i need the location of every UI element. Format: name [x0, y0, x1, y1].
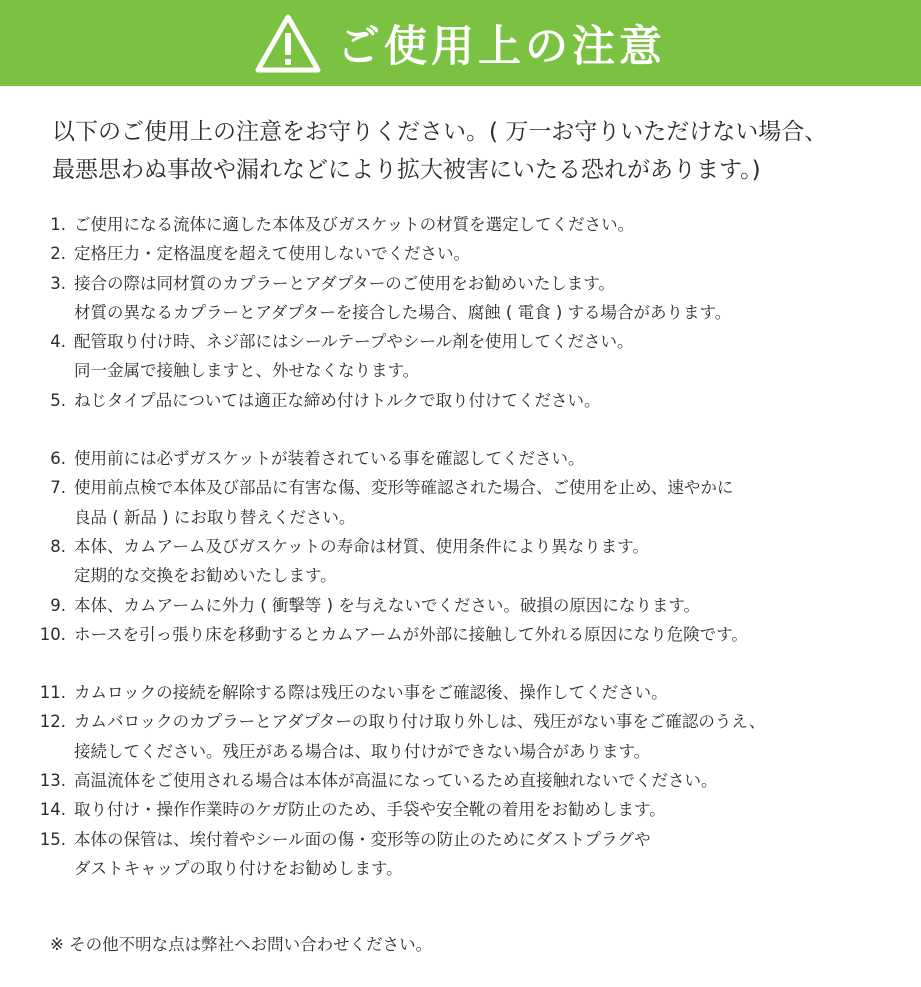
list-item: [34, 854, 914, 883]
list-item-number: 5.: [50, 390, 66, 410]
list-item: [34, 269, 914, 298]
list-item-text: 定期的な交換をお勧めいたします。: [74, 566, 337, 586]
list-item: [34, 707, 914, 736]
list-item: [34, 356, 914, 385]
list-item: [34, 825, 914, 854]
list-item-number: 9.: [50, 595, 66, 615]
header-banner: [0, 0, 921, 86]
footer-note: ※ その他不明な点は弊社へお問い合わせください。: [50, 935, 433, 954]
caution-list: [34, 210, 914, 883]
list-item-number: 6.: [50, 449, 66, 469]
warning-triangle-icon: [255, 13, 321, 73]
list-item: [34, 298, 914, 327]
list-item-number: 3.: [50, 273, 66, 293]
intro-line-2: 最悪思わぬ事故や漏れなどにより拡大被害にいたる恐れがあります。): [52, 157, 761, 183]
list-item: [34, 591, 914, 620]
page-title: ご使用上の注意: [337, 21, 666, 72]
list-spacer: [34, 415, 914, 444]
list-item-text: 接合の際は同材質のカプラーとアダプターのご使用をお勧めいたします。: [74, 273, 615, 293]
list-item-text: 本体の保管は、埃付着やシール面の傷・変形等の防止のためにダストプラグや: [74, 829, 651, 849]
list-item-number: 4.: [50, 332, 66, 352]
list-item-number: 15.: [39, 829, 66, 849]
list-item-text: 配管取り付け時、ネジ部にはシールテープやシール剤を使用してください。: [74, 332, 634, 352]
list-item: [34, 444, 914, 473]
list-item-text: 定格圧力・定格温度を超えて使用しないでください。: [74, 244, 470, 264]
list-item: [34, 532, 914, 561]
list-item-text: 本体、カムアーム及びガスケットの寿命は材質、使用条件により異なります。: [74, 536, 649, 556]
list-item-text: 接続してください。残圧がある場合は、取り付けができない場合があります。: [74, 741, 651, 761]
list-item-text: 本体、カムアームに外力 ( 衝撃等 ) を与えないでください。破損の原因になります。: [74, 595, 701, 615]
list-item-text: 使用前点検で本体及び部品に有害な傷、変形等確認された場合、ご使用を止め、速やかに: [74, 478, 734, 498]
list-item-text: カムバロックのカプラーとアダプターの取り付け取り外しは、残圧がない事をご確認のうえ、: [74, 712, 766, 732]
list-item-number: 14.: [39, 800, 66, 820]
list-item-number: 1.: [50, 215, 66, 234]
list-item-number: 13.: [39, 771, 66, 791]
list-item: [34, 795, 914, 824]
list-item: [34, 737, 914, 766]
list-item: [34, 620, 914, 649]
list-item-number: 7.: [50, 478, 66, 498]
list-item: [34, 561, 914, 590]
intro-line-1: 以下のご使用上の注意をお守りください。( 万一お守りいただけない場合、: [52, 119, 828, 145]
list-item-number: 12.: [39, 712, 66, 732]
list-item: [34, 210, 914, 239]
list-item-text: ホースを引っ張り床を移動するとカムアームが外部に接触して外れる原因になり危険です。: [74, 624, 748, 644]
list-item: [34, 239, 914, 268]
list-item: [34, 503, 914, 532]
list-item: [34, 766, 914, 795]
list-item-text: 同一金属で接触しますと、外せなくなります。: [74, 361, 420, 381]
list-item-text: ご使用になる流体に適した本体及びガスケットの材質を選定してください。: [74, 215, 635, 234]
list-item-text: 取り付け・操作作業時のケガ防止のため、手袋や安全靴の着用をお勧めします。: [74, 800, 666, 820]
banner-inner: [255, 13, 666, 74]
list-item-text: 高温流体をご使用される場合は本体が高温になっているため直接触れないでください。: [74, 771, 718, 791]
list-spacer: [34, 649, 914, 678]
list-item: [34, 386, 914, 415]
list-item-text: 材質の異なるカプラーとアダプターを接合した場合、腐蝕 ( 電食 ) する場合があります。: [74, 302, 732, 322]
list-item-text: ねじタイプ品については適正な締め付けトルクで取り付けてください。: [74, 390, 601, 410]
list-item: [34, 327, 914, 356]
list-item: [34, 678, 914, 707]
list-item-number: 11.: [39, 683, 66, 703]
list-item-number: 8.: [50, 536, 66, 556]
list-item-text: 良品 ( 新品 ) にお取り替えください。: [74, 507, 356, 527]
intro-text: [52, 113, 912, 189]
list-item-text: ダストキャップの取り付けをお勧めします。: [74, 858, 403, 878]
list-item-number: 2.: [50, 244, 66, 264]
list-item-text: 使用前には必ずガスケットが装着されている事を確認してください。: [74, 449, 585, 469]
list-item-text: カムロックの接続を解除する際は残圧のない事をご確認後、操作してください。: [74, 683, 668, 703]
list-item-number: 10.: [39, 624, 66, 644]
list-item: [34, 473, 914, 502]
